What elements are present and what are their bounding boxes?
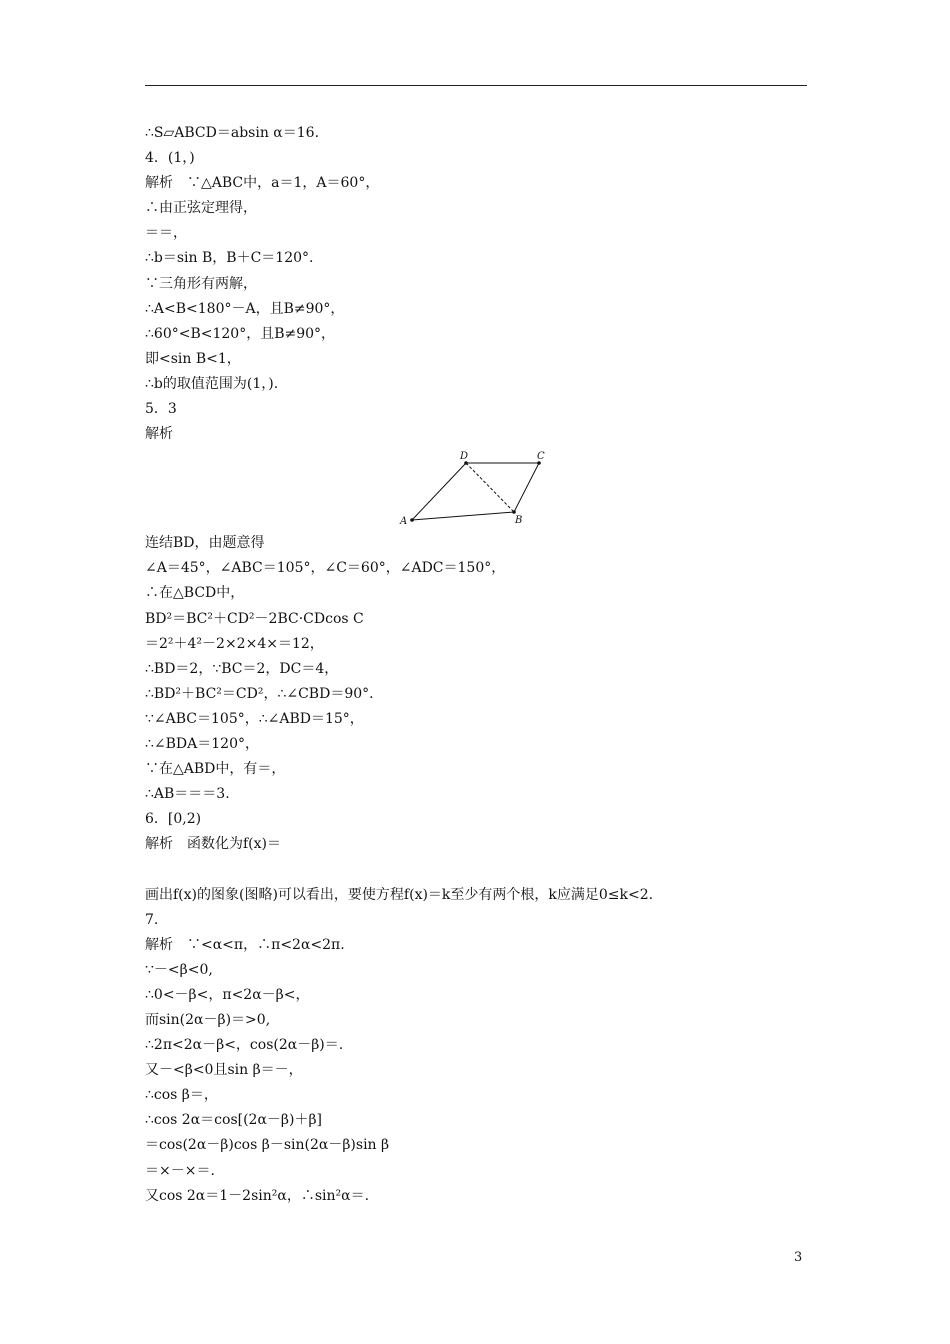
edge-ab <box>412 512 514 520</box>
text-line: ＝2²＋4²－2×2×4×＝12， <box>145 635 324 652</box>
quadrilateral-diagram <box>398 449 558 527</box>
text-line: ∵三角形有两解， <box>145 275 257 292</box>
text-line: ∴cos β＝， <box>145 1087 218 1104</box>
page-number: 3 <box>794 1250 803 1265</box>
text-line: ∴S▱ABCD＝absin α＝16. <box>145 125 320 141</box>
text-line: ∵∠ABC＝105°，∴∠ABD＝15°， <box>145 710 364 727</box>
text-line: 解析 ∵△ABC中，a＝1，A＝60°， <box>145 175 380 192</box>
text-line: ∴2π<2α－β<，cos(2α－β)＝. <box>145 1037 344 1054</box>
text-line: ∴b的取值范围为(1，). <box>145 375 279 392</box>
text-line: 解析 <box>145 426 173 443</box>
text-line: ∴∠BDA＝120°， <box>145 735 259 752</box>
blank-line <box>145 857 810 882</box>
text-line: ∴AB＝＝＝3. <box>145 786 230 803</box>
document-body <box>145 121 810 1209</box>
text-line: ∵－<β<0, <box>145 961 213 978</box>
text-line: ∴由正弦定理得， <box>145 200 257 217</box>
text-line: 即<sin B<1， <box>145 350 241 367</box>
label-c: C <box>537 451 545 463</box>
header-rule <box>145 85 807 86</box>
label-b: B <box>515 515 523 527</box>
edge-cb <box>514 463 539 512</box>
text-line: 而sin(2α－β)＝>0, <box>145 1012 271 1028</box>
edge-ad <box>412 463 466 520</box>
text-line: 画出f(x)的图象(图略)可以看出，要使方程f(x)＝k至少有两个根，k应满足0≤k<2. <box>145 886 654 903</box>
label-d: D <box>460 451 469 463</box>
text-line: ∴BD²＋BC²＝CD²，∴∠CBD＝90°. <box>145 685 374 702</box>
diagonal-bd <box>466 463 514 512</box>
text-line: ＝cos(2α－β)cos β－sin(2α－β)sin β <box>145 1137 390 1154</box>
text-line: 连结BD，由题意得 <box>145 535 265 552</box>
text-line: ∵在△ABD中，有＝， <box>145 761 286 778</box>
text-line: ∠A＝45°，∠ABC＝105°，∠C＝60°，∠ADC＝150°， <box>145 560 506 577</box>
text-line: 7. <box>145 911 159 928</box>
quadrilateral-figure <box>145 447 810 531</box>
text-line: ∴BD＝2，∵BC＝2，DC＝4， <box>145 660 339 677</box>
point-a <box>410 518 414 522</box>
text-line: ∴A<B<180°－A，且B≠90°， <box>145 300 345 317</box>
text-line: ∴0<－β<，π<2α－β<， <box>145 986 310 1003</box>
label-a: A <box>400 516 408 528</box>
text-line: ∴60°<B<120°，且B≠90°， <box>145 325 336 342</box>
text-line: ＝＝， <box>145 225 187 242</box>
text-line: 解析 函数化为f(x)＝ <box>145 836 282 853</box>
text-line: ∴cos 2α＝cos[(2α－β)＋β] <box>145 1112 323 1129</box>
text-line: ＝×－×＝. <box>145 1162 215 1179</box>
text-line: BD²＝BC²＋CD²－2BC·CDcos C <box>145 610 364 627</box>
text-line: 6．[0,2) <box>145 811 202 828</box>
text-line: 解析 ∵<α<π，∴π<2α<2π. <box>145 936 345 953</box>
point-b <box>512 510 516 514</box>
text-line: 4．(1，) <box>145 150 195 167</box>
text-line: 又cos 2α＝1－2sin²α，∴sin²α＝. <box>145 1187 370 1204</box>
text-line: 又－<β<0且sin β＝－， <box>145 1062 303 1079</box>
text-line: ∴b＝sin B，B＋C＝120°. <box>145 250 314 267</box>
text-line: 5．3 <box>145 401 177 418</box>
text-line: ∴在△BCD中， <box>145 585 245 602</box>
